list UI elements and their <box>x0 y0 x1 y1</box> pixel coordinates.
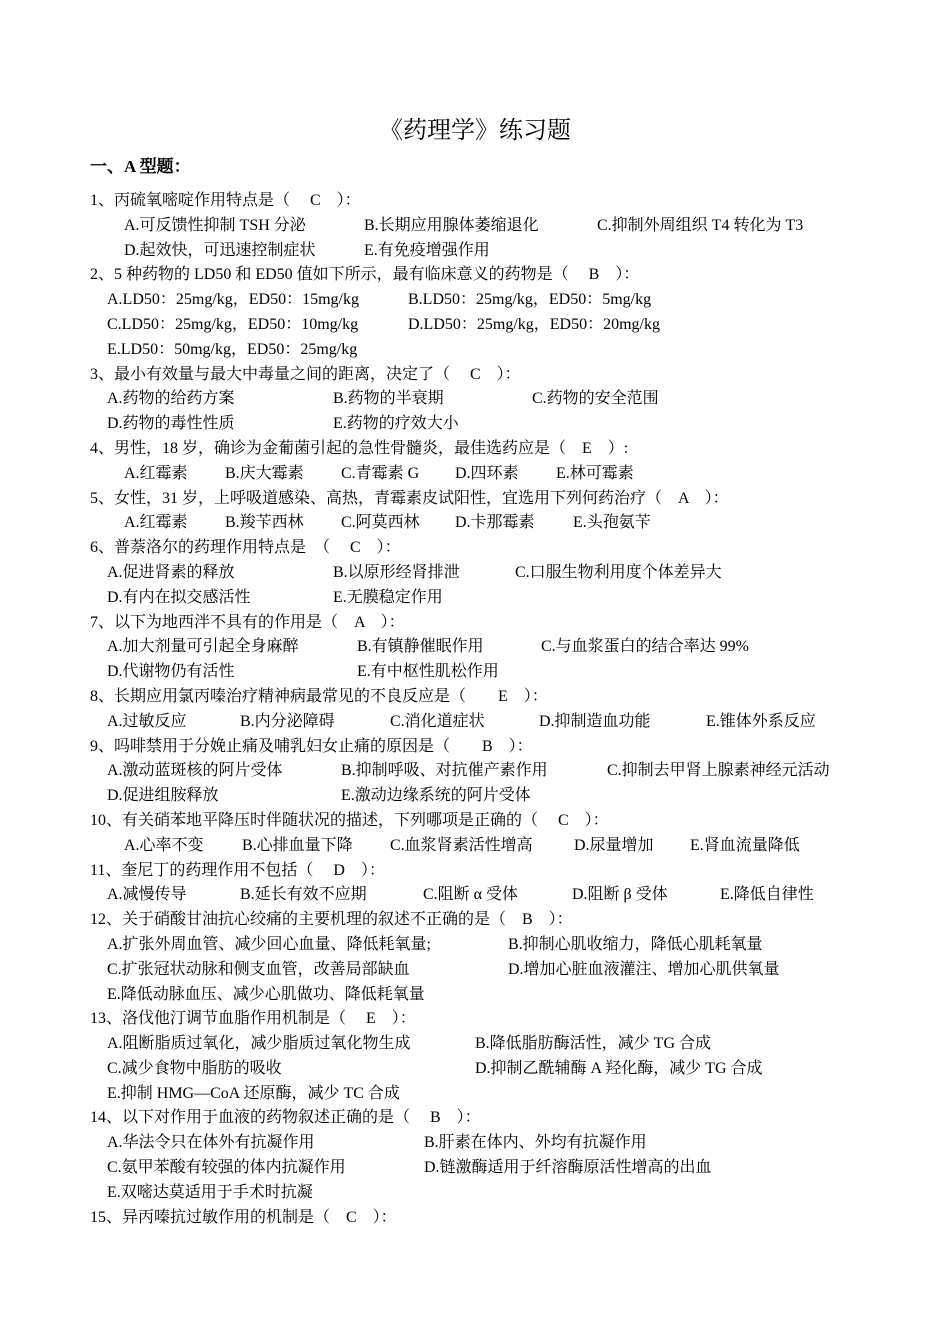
question-stem: 10、有关硝苯地平降压时伴随状况的描述，下列哪项是正确的（ C ）： <box>90 811 609 829</box>
option-row <box>0 338 950 363</box>
answer-option: B.抑制心肌收缩力，降低心肌耗氧量 <box>508 935 763 953</box>
question-stem-line <box>0 189 950 214</box>
question-stem: 2、5 种药物的 LD50 和 ED50 值如下所示，最有临床意义的药物是（ B ）： <box>90 266 640 284</box>
answer-option: B.延长有效不应期 <box>240 886 367 904</box>
option-row <box>0 511 950 536</box>
option-row <box>0 1131 950 1156</box>
answer-option: E.有中枢性肌松作用 <box>357 663 499 681</box>
answer-option: C.阻断 α 受体 <box>423 886 519 904</box>
answer-option: E.LD50：50mg/kg，ED50：25mg/kg <box>107 340 358 358</box>
option-row <box>0 288 950 313</box>
answer-option: B.抑制呼吸、对抗催产素作用 <box>341 762 548 780</box>
answer-option: D.链激酶适用于纤溶酶原活性增高的出血 <box>424 1159 712 1177</box>
question-stem: 15、异丙嗪抗过敏作用的机制是（ C ）： <box>90 1208 397 1226</box>
page-title: 《药理学》练习题 <box>379 118 571 144</box>
question-stem: 9、吗啡禁用于分娩止痛及哺乳妇女止痛的原因是（ B ）： <box>90 737 533 755</box>
question-stem: 5、女性，31 岁，上呼吸道感染、高热，青霉素皮试阳性，宜选用下列何药治疗（ A ）： <box>90 489 729 507</box>
question-stem-line <box>0 536 950 561</box>
option-row <box>0 635 950 660</box>
answer-option: E.降低自律性 <box>720 886 814 904</box>
option-row <box>0 759 950 784</box>
question-stem-line <box>0 685 950 710</box>
answer-option: C.抑制外周组织 T4 转化为 T3 <box>597 216 804 234</box>
answer-option: D.药物的毒性性质 <box>107 415 235 433</box>
answer-option: C.与血浆蛋白的结合率达 99% <box>541 638 750 656</box>
answer-option: E.双嘧达莫适用于手术时抗凝 <box>107 1183 313 1201</box>
answer-option: E.林可霉素 <box>556 464 634 482</box>
answer-option: A.阻断脂质过氧化，减少脂质过氧化物生成 <box>107 1035 411 1053</box>
answer-option: B.以原形经肾排泄 <box>333 563 460 581</box>
option-row <box>0 1082 950 1107</box>
answer-option: C.减少食物中脂肪的吸收 <box>107 1059 282 1077</box>
option-row <box>0 561 950 586</box>
option-row <box>0 883 950 908</box>
option-row <box>0 933 950 958</box>
question-stem-line <box>0 363 950 388</box>
answer-option: D.促进组胺释放 <box>107 787 219 805</box>
answer-option: A.心率不变 <box>124 836 204 854</box>
option-row <box>0 313 950 338</box>
question-stem: 12、关于硝酸甘油抗心绞痛的主要机理的叙述不正确的是（ B ）： <box>90 911 573 929</box>
answer-option: A.减慢传导 <box>107 886 187 904</box>
answer-option: A.华法令只在体外有抗凝作用 <box>107 1134 315 1152</box>
answer-option: A.加大剂量可引起全身麻醉 <box>107 638 299 656</box>
answer-option: B.羧苄西林 <box>225 514 304 532</box>
answer-option: B.降低脂肪酶活性，减少 TG 合成 <box>475 1035 712 1053</box>
answer-option: C.氨甲苯酸有较强的体内抗凝作用 <box>107 1159 346 1177</box>
answer-option: C.血浆肾素活性增高 <box>390 836 533 854</box>
answer-option: B.药物的半衰期 <box>333 390 444 408</box>
answer-option: D.尿量增加 <box>574 836 654 854</box>
answer-option: D.有内在拟交感活性 <box>107 588 251 606</box>
answer-option: C.阿莫西林 <box>341 514 420 532</box>
question-stem-line <box>0 908 950 933</box>
option-row <box>0 239 950 264</box>
answer-option: D.LD50：25mg/kg，ED50：20mg/kg <box>408 315 660 333</box>
answer-option: E.激动边缘系统的阿片受体 <box>341 787 531 805</box>
answer-option: E.有免疫增强作用 <box>364 241 490 259</box>
option-row <box>0 586 950 611</box>
question-stem: 13、洛伐他汀调节血脂作用机制是（ E ）： <box>90 1010 416 1028</box>
question-stem: 3、最小有效量与最大中毒量之间的距离，决定了（ C ）： <box>90 365 521 383</box>
answer-option: A.过敏反应 <box>107 712 187 730</box>
answer-option: A.激动蓝斑核的阿片受体 <box>107 762 283 780</box>
answer-option: D.阻断 β 受体 <box>572 886 668 904</box>
option-row <box>0 1057 950 1082</box>
answer-option: B.心排血量下降 <box>242 836 353 854</box>
question-stem: 7、以下为地西泮不具有的作用是（ A ）： <box>90 613 405 631</box>
question-stem: 14、以下对作用于血液的药物叙述正确的是（ B ）： <box>90 1109 481 1127</box>
option-row <box>0 784 950 809</box>
question-stem-line <box>0 1206 950 1231</box>
option-row <box>0 958 950 983</box>
question-stem-line <box>0 437 950 462</box>
option-row <box>0 412 950 437</box>
option-row <box>0 983 950 1008</box>
answer-option: B.内分泌障碍 <box>240 712 335 730</box>
option-row <box>0 1181 950 1206</box>
section-heading: 一、A 型题： <box>90 157 191 176</box>
question-stem: 4、男性，18 岁，确诊为金葡菌引起的急性骨髓炎，最佳选药应是（ E ）: <box>90 439 629 457</box>
answer-option: C.扩张冠状动脉和侧支血管，改善局部缺血 <box>107 960 410 978</box>
answer-option: A.促进肾素的释放 <box>107 563 235 581</box>
answer-option: D.代谢物仍有活性 <box>107 663 235 681</box>
answer-option: B.长期应用腺体萎缩退化 <box>364 216 539 234</box>
option-row <box>0 462 950 487</box>
option-row <box>0 660 950 685</box>
answer-option: C.口服生物利用度个体差异大 <box>515 563 722 581</box>
answer-option: C.药物的安全范围 <box>532 390 659 408</box>
answer-option: A.红霉素 <box>124 464 188 482</box>
answer-option: E.抑制 HMG—CoA 还原酶，减少 TC 合成 <box>107 1084 400 1102</box>
answer-option: C.抑制去甲肾上腺素神经元活动 <box>607 762 830 780</box>
question-stem-line <box>0 809 950 834</box>
answer-option: A.LD50：25mg/kg，ED50：15mg/kg <box>107 291 359 309</box>
question-list <box>0 189 950 1230</box>
answer-option: B.有镇静催眠作用 <box>357 638 484 656</box>
answer-option: D.抑制乙酰辅酶 A 羟化酶，减少 TG 合成 <box>475 1059 763 1077</box>
option-row <box>0 834 950 859</box>
answer-option: D.增加心脏血液灌注、增加心肌供氧量 <box>508 960 780 978</box>
question-stem-line <box>0 263 950 288</box>
answer-option: E.锥体外系反应 <box>706 712 816 730</box>
answer-option: A.扩张外周血管、减少回心血量、降低耗氧量; <box>107 935 432 953</box>
answer-option: B.LD50：25mg/kg，ED50：5mg/kg <box>408 291 652 309</box>
answer-option: C.LD50：25mg/kg，ED50：10mg/kg <box>107 315 359 333</box>
answer-option: A.红霉素 <box>124 514 188 532</box>
option-row <box>0 710 950 735</box>
answer-option: D.四环素 <box>455 464 519 482</box>
question-stem-line <box>0 735 950 760</box>
answer-option: C.青霉素 G <box>341 464 420 482</box>
answer-option: E.降低动脉血压、减少心肌做功、降低耗氧量 <box>107 985 425 1003</box>
answer-option: E.头孢氨苄 <box>573 514 651 532</box>
option-row <box>0 1032 950 1057</box>
question-stem-line <box>0 487 950 512</box>
question-stem: 8、长期应用氯丙嗪治疗精神病最常见的不良反应是（ E ）： <box>90 687 548 705</box>
question-stem: 1、丙硫氧嘧啶作用特点是（ C ）： <box>90 192 361 209</box>
answer-option: E.无膜稳定作用 <box>333 588 443 606</box>
question-stem-line <box>0 859 950 884</box>
answer-option: B.庆大霉素 <box>225 464 304 482</box>
answer-option: E.肾血流量降低 <box>690 836 800 854</box>
question-stem-line <box>0 1106 950 1131</box>
question-stem: 11、奎尼丁的药理作用不包括（ D ）： <box>90 861 385 879</box>
option-row <box>0 1156 950 1181</box>
answer-option: C.消化道症状 <box>390 712 485 730</box>
answer-option: B.肝素在体内、外均有抗凝作用 <box>424 1134 647 1152</box>
answer-option: D.抑制造血功能 <box>539 712 651 730</box>
option-row <box>0 214 950 239</box>
answer-option: A.可反馈性抑制 TSH 分泌 <box>124 216 306 234</box>
answer-option: D.卡那霉素 <box>455 514 535 532</box>
answer-option: D.起效快，可迅速控制症状 <box>124 241 316 259</box>
answer-option: A.药物的给药方案 <box>107 390 235 408</box>
question-stem-line <box>0 611 950 636</box>
question-stem-line <box>0 1007 950 1032</box>
question-stem: 6、普萘洛尔的药理作用特点是 （ C ）： <box>90 539 401 557</box>
option-row <box>0 387 950 412</box>
answer-option: E.药物的疗效大小 <box>333 415 459 433</box>
